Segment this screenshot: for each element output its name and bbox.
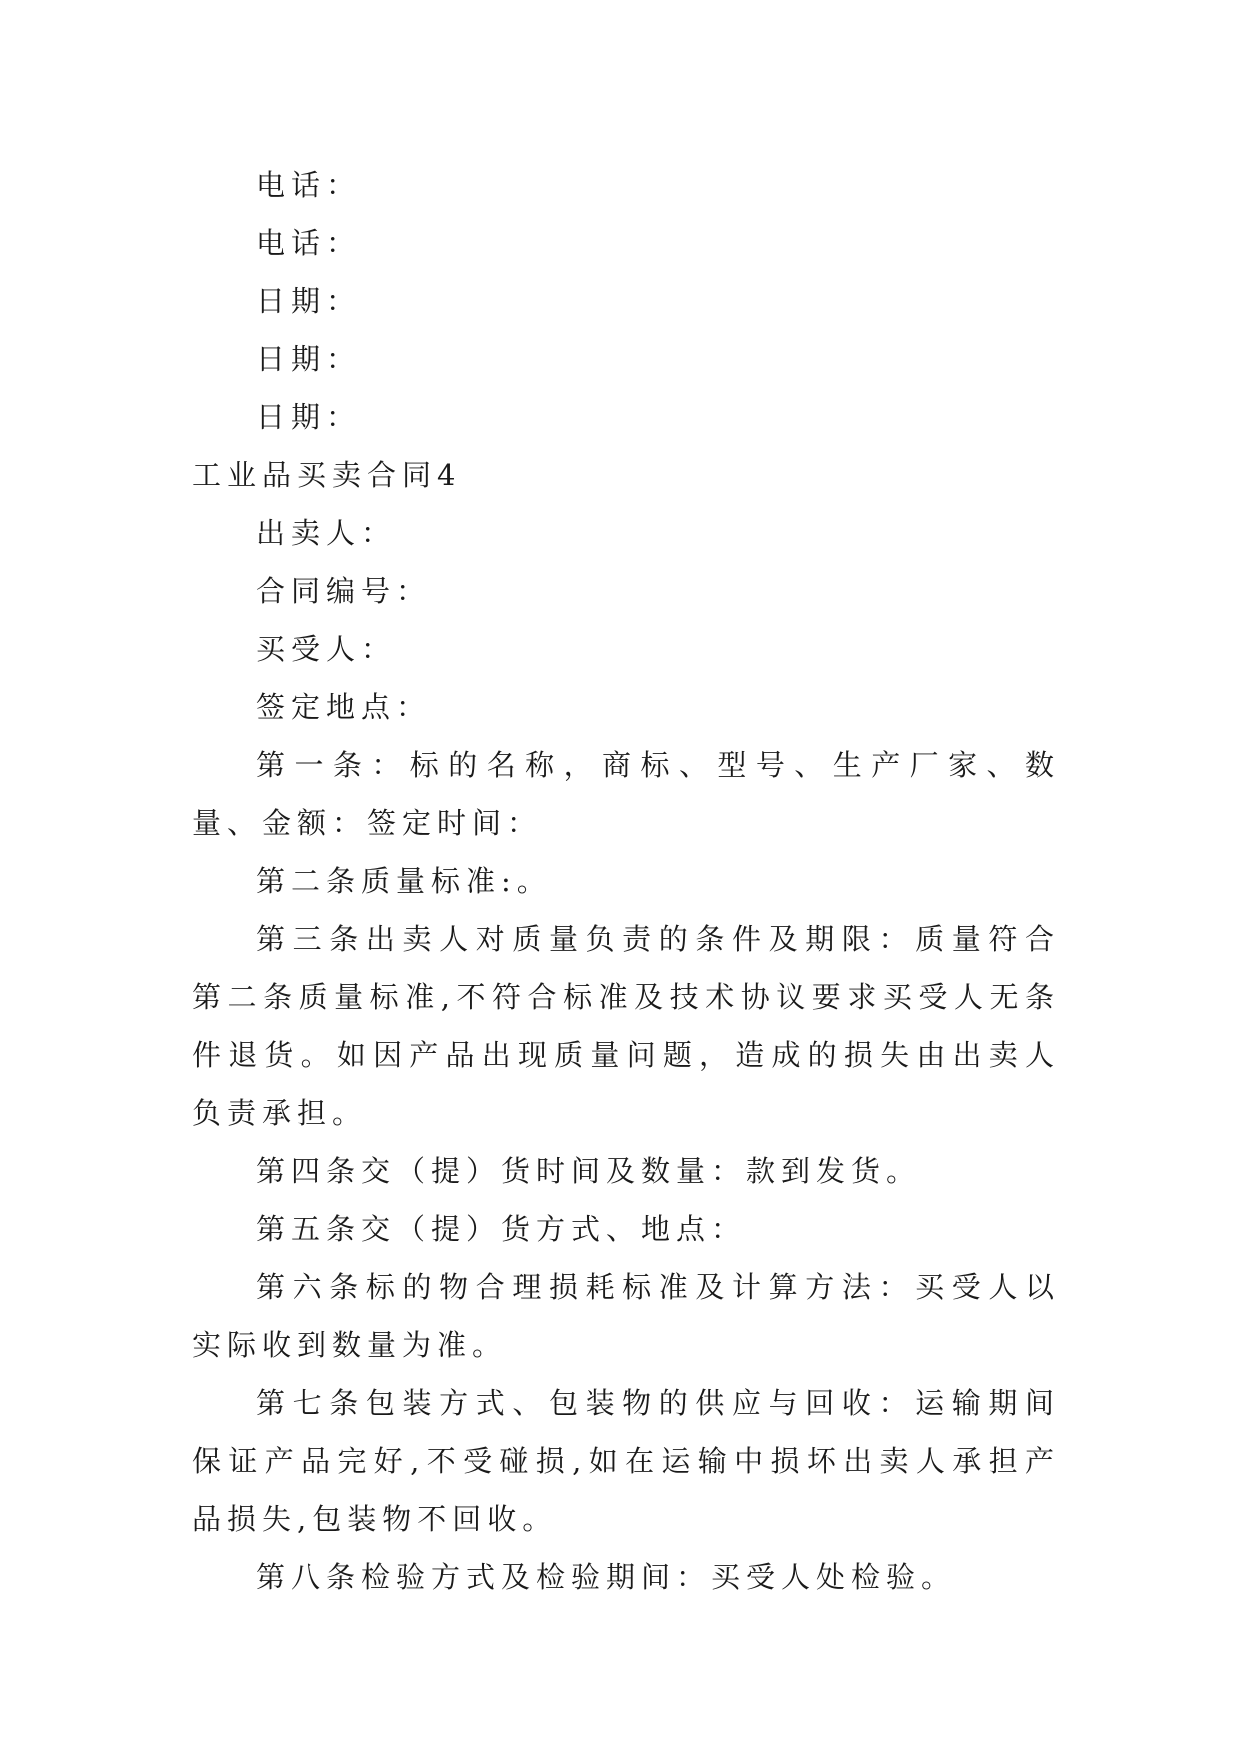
phone-field-label: 电话：	[256, 226, 362, 260]
seller-field-label: 出卖人：	[256, 516, 397, 550]
article-8: 第八条检验方式及检验期间：买受人处检验。	[256, 1560, 957, 1594]
article-1: 第一条：标的名称，商标、型号、生产厂家、数量、金额：签定时间：	[192, 748, 1060, 840]
date-field-label: 日期：	[256, 284, 362, 318]
article-7: 第七条包装方式、包装物的供应与回收：运输期间保证产品完好,不受碰损,如在运输中损坏出卖人承担产品损失,包装物不回收。	[192, 1386, 1060, 1536]
article-2: 第二条质量标准:。	[256, 864, 552, 898]
buyer-field-label: 买受人：	[256, 632, 397, 666]
article-6: 第六条标的物合理损耗标准及计算方法：买受人以实际收到数量为准。	[192, 1270, 1060, 1362]
date-field-label: 日期：	[256, 342, 362, 376]
article-5: 第五条交（提）货方式、地点：	[256, 1212, 747, 1246]
document-body	[192, 156, 1060, 1606]
signing-place-field-label: 签定地点：	[256, 690, 432, 724]
section-title: 工业品买卖合同4	[192, 458, 462, 492]
phone-field-label: 电话：	[256, 168, 362, 202]
article-3: 第三条出卖人对质量负责的条件及期限：质量符合第二条质量标准,不符合标准及技术协议要求买受人无条件退货。如因产品出现质量问题，造成的损失由出卖人负责承担。	[192, 922, 1060, 1130]
article-4: 第四条交（提）货时间及数量：款到发货。	[256, 1154, 922, 1188]
contract-number-field-label: 合同编号：	[256, 574, 432, 608]
date-field-label: 日期：	[256, 400, 362, 434]
